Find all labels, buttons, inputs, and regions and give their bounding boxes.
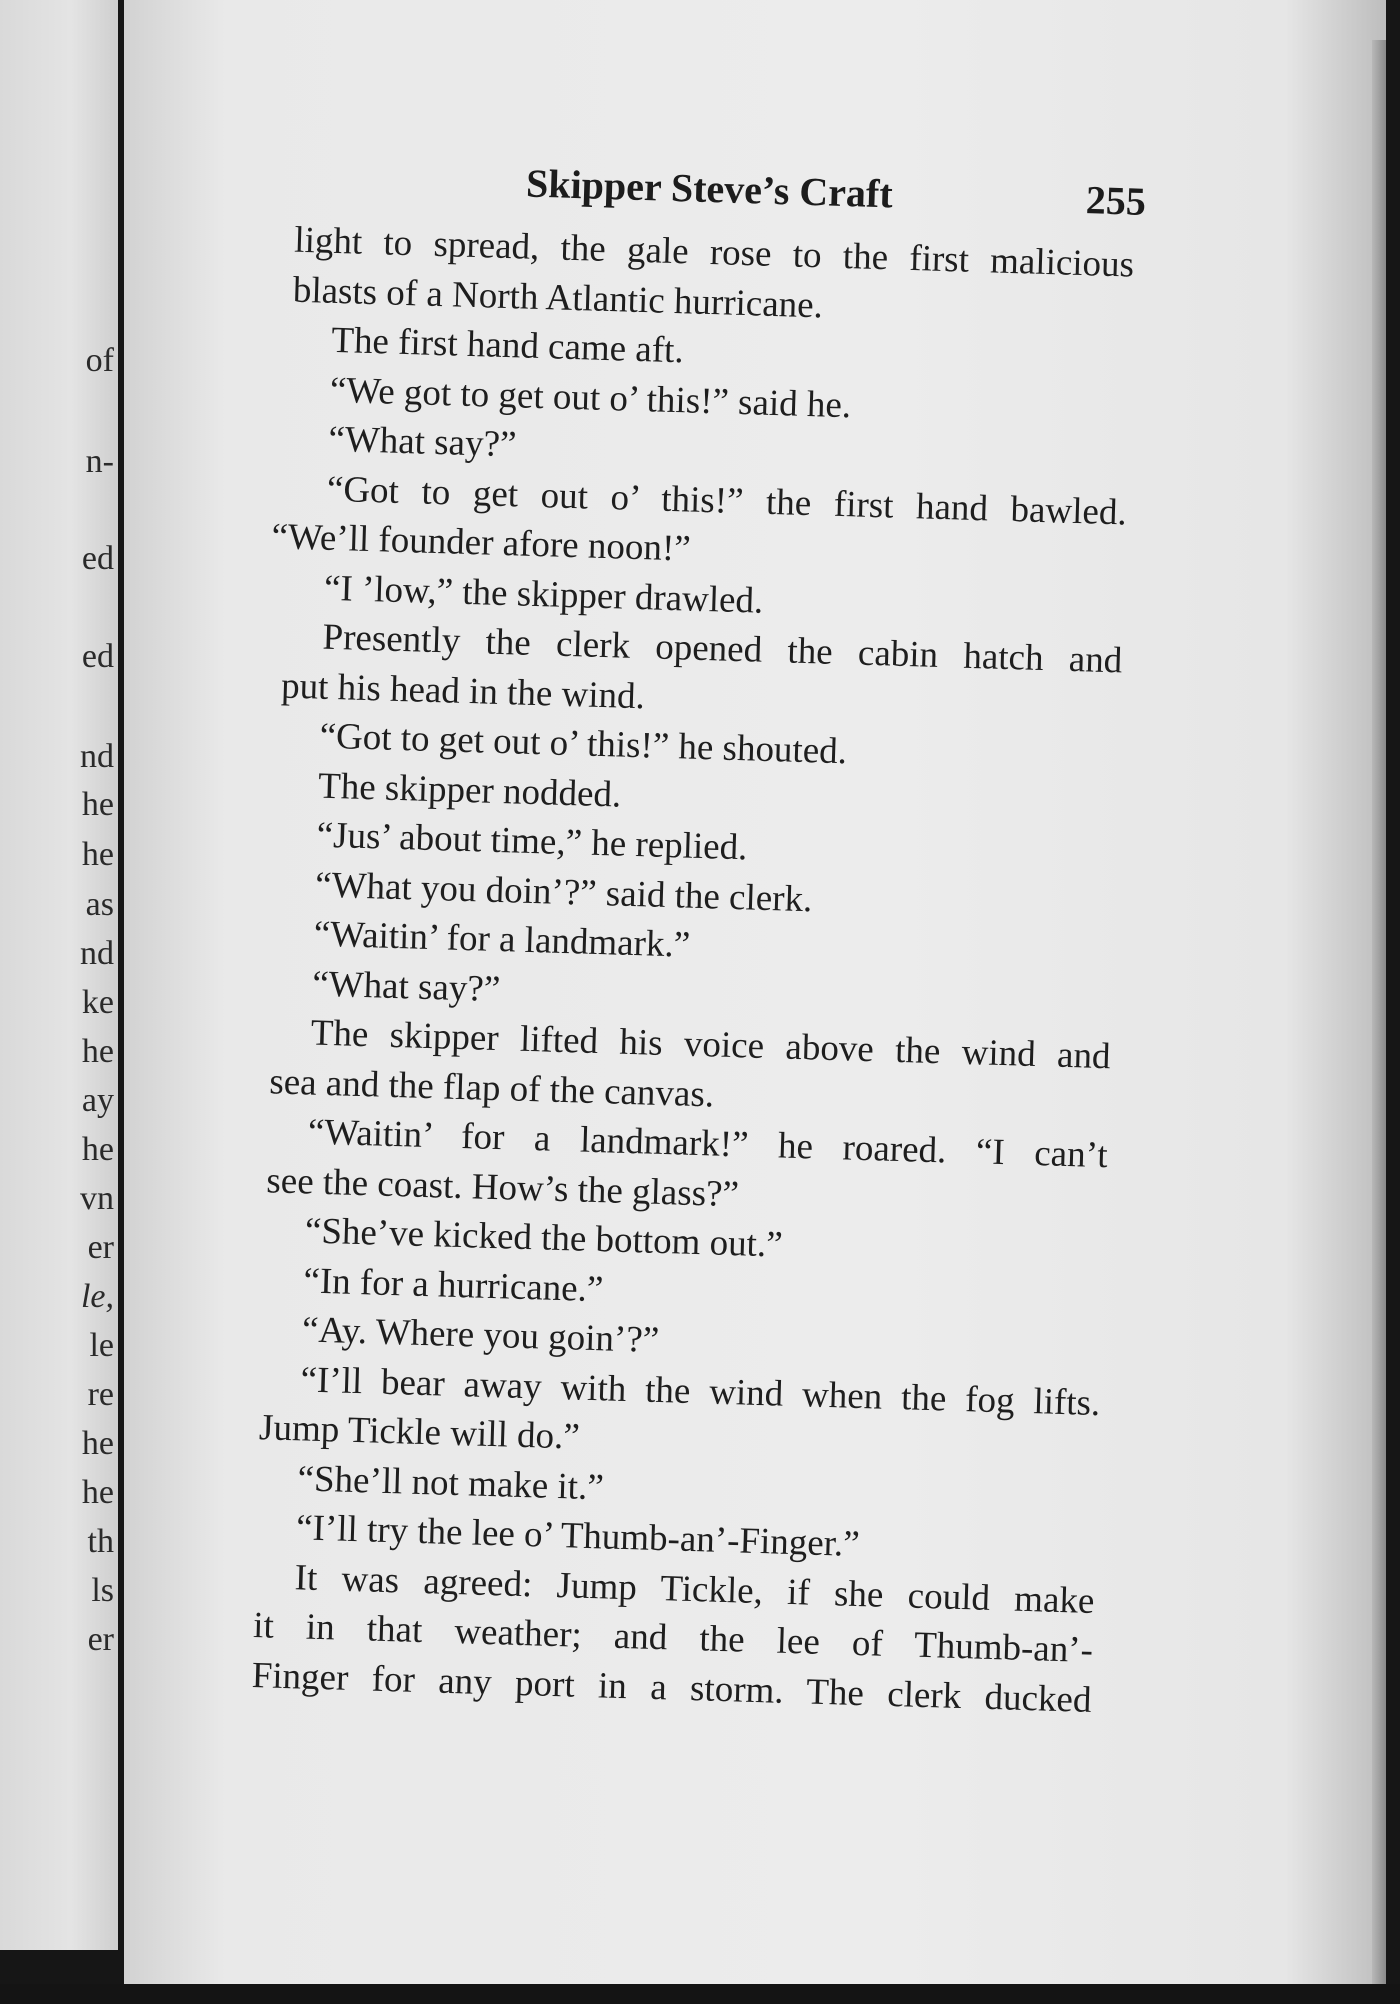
body-text [251, 216, 1135, 1725]
text-line: sea and the flap of the canvas. [268, 1060, 715, 1115]
running-head: Skipper Steve’s Craft [525, 160, 894, 217]
text-line: it in that weather; and the lee of Thumb-an’- [252, 1605, 1094, 1671]
facing-page-fragment: ke [81, 984, 114, 1021]
facing-page-fragment: he [81, 786, 114, 823]
text-line: “What say?” [311, 963, 501, 1010]
text-line: “Waitin’ for a landmark!” he roared. “I can’t [307, 1111, 1109, 1177]
text-line: “I ’low,” the skipper drawled. [323, 567, 764, 622]
text-line: Presently the clerk opened the cabin hatch and [322, 616, 1123, 682]
text-line: “Waitin’ for a landmark.” [313, 913, 691, 966]
text-line: see the coast. How’s the glass?” [265, 1159, 740, 1215]
text-line: It was agreed: Jump Tickle, if she could make [294, 1556, 1095, 1622]
text-line: “In for a hurricane.” [302, 1259, 604, 1310]
facing-page-fragment: le, [80, 1278, 114, 1315]
text-line: The first hand came aft. [330, 319, 685, 372]
facing-page-fragment: ed [81, 638, 114, 675]
text-line: blasts of a North Atlantic hurricane. [292, 269, 824, 326]
text-line: The skipper nodded. [317, 765, 622, 816]
facing-page-fragment: re [87, 1376, 114, 1413]
facing-page-fragment: he [81, 836, 114, 873]
text-line: “She’ve kicked the bottom out.” [304, 1210, 784, 1266]
facing-page-fragment: he [81, 1474, 114, 1511]
text-line: “I’ll try the lee o’ Thumb-an’-Finger.” [295, 1507, 861, 1566]
page-number: 255 [1085, 177, 1147, 224]
facing-page-fragment: ls [91, 1572, 114, 1609]
text-line: “I’ll bear away with the wind when the fog lifts. [299, 1358, 1101, 1424]
text-line: “Got to get out o’ this!” he shouted. [319, 715, 848, 773]
facing-page-fragment: er [87, 1229, 114, 1266]
text-line: “We got to get out o’ this!” said he. [329, 369, 852, 426]
facing-page-fragment: of [85, 342, 114, 379]
text-line: put his head in the wind. [280, 664, 646, 717]
facing-page-fragment: le [89, 1327, 114, 1364]
text-line: “What say?” [327, 418, 517, 466]
facing-page-fragment: he [81, 1131, 114, 1168]
text-line: “We’ll founder afore noon!” [270, 516, 692, 570]
text-line: “Jus’ about time,” he replied. [316, 814, 749, 869]
text-line: The skipper lifted his voice above the wind and [310, 1012, 1112, 1078]
text-line: light to spread, the gale rose to the first malicious [293, 219, 1135, 286]
facing-page-fragment: ay [81, 1082, 114, 1119]
facing-page-fragment: vn [80, 1180, 114, 1217]
facing-page-fragment: he [81, 1425, 114, 1462]
facing-page-fragment: ed [81, 540, 114, 577]
facing-page-fragment: th [87, 1523, 114, 1560]
text-line: “She’ll not make it.” [297, 1457, 605, 1508]
facing-page-fragment: nd [80, 738, 114, 775]
text-line: Finger for any port in a storm. The clerk ducked [251, 1654, 1093, 1721]
text-line: “Got to get out o’ this!” the first hand bawled. [326, 468, 1128, 533]
facing-page-fragment: as [85, 886, 114, 923]
facing-page-fragment: nd [80, 935, 114, 972]
text-line: “What you doin’?” said the clerk. [314, 864, 813, 920]
text-line: “Ay. Where you goin’?” [301, 1309, 660, 1361]
facing-page-fragment: n- [85, 443, 114, 480]
text-line: Jump Tickle will do.” [258, 1407, 581, 1458]
facing-page-fragment: er [87, 1621, 114, 1658]
facing-page-fragment: he [81, 1033, 114, 1070]
